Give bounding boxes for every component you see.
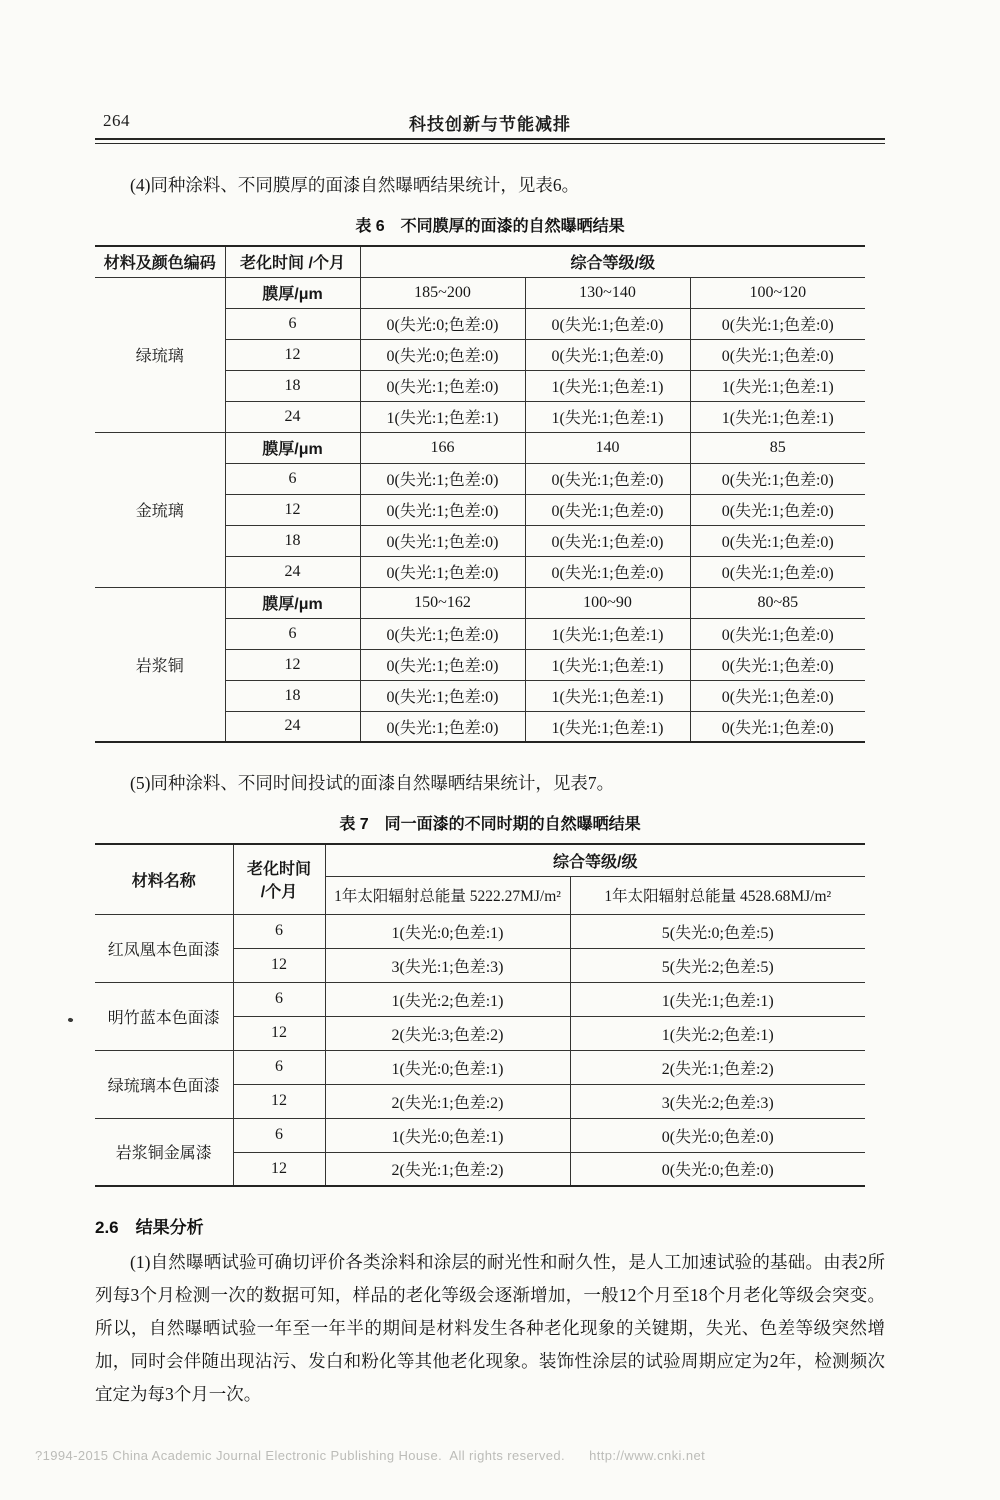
t6-cell: 0(失光:1;色差:0) [690, 494, 865, 525]
t6-cell: 0(失光:1;色差:0) [525, 525, 690, 556]
t6-month: 12 [225, 649, 360, 680]
t7-cell: 5(失光:0;色差:5) [570, 914, 865, 948]
table7-title: 表 7 同一面漆的不同时期的自然曝晒结果 [339, 816, 641, 833]
t6-thickness-row [95, 277, 865, 308]
t7-month: 12 [233, 948, 325, 982]
t7-month: 12 [233, 1016, 325, 1050]
t6-thickness-label: 膜厚/μm [225, 587, 360, 618]
cnki-footer: ?1994-2015 China Academic Journal Electronic Publishing House. All rights reserved. http://www.cnki.net [35, 1448, 706, 1463]
t7-cell: 3(失光:1;色差:3) [325, 948, 570, 982]
t6-cell: 0(失光:1;色差:0) [360, 463, 525, 494]
t6-cell: 0(失光:1;色差:0) [690, 308, 865, 339]
print-speck [67, 1017, 73, 1023]
t6-material: 金琉璃 [95, 432, 225, 587]
t6-month: 12 [225, 494, 360, 525]
t6-thickness-value: 185~200 [360, 277, 525, 308]
t6-cell: 0(失光:1;色差:0) [690, 463, 865, 494]
t6-header-row [95, 246, 865, 277]
t6-month: 18 [225, 525, 360, 556]
t6-thickness-value: 140 [525, 432, 690, 463]
t6-thickness-value: 100~120 [690, 277, 865, 308]
table7 [95, 843, 865, 1187]
header-rule [95, 138, 885, 144]
t7-cell: 2(失光:1;色差:2) [325, 1152, 570, 1186]
t6-month: 6 [225, 308, 360, 339]
t6-cell: 1(失光:1;色差:1) [360, 401, 525, 432]
t7-month: 12 [233, 1084, 325, 1118]
t6-material: 绿琉璃 [95, 277, 225, 432]
table6 [95, 245, 865, 743]
t6-cell: 1(失光:1;色差:1) [525, 649, 690, 680]
t6-month: 24 [225, 556, 360, 587]
t7-cell: 1(失光:1;色差:1) [570, 982, 865, 1016]
t6-thickness-value: 150~162 [360, 587, 525, 618]
t7-material: 岩浆铜金属漆 [95, 1118, 233, 1186]
paragraph-5: (5)同种涂料、不同时间投试的面漆自然曝晒结果统计，见表7。 [130, 773, 615, 793]
t7-subheader: 1年太阳辐射总能量 4528.68MJ/m² [570, 876, 865, 914]
t6-col2-header: 老化时间 /个月 [225, 246, 360, 277]
t6-month: 18 [225, 370, 360, 401]
t7-cell: 2(失光:1;色差:2) [325, 1084, 570, 1118]
t7-month: 6 [233, 914, 325, 948]
t7-header-row1 [95, 844, 865, 876]
t6-cell: 0(失光:1;色差:0) [525, 463, 690, 494]
t6-span-header: 综合等级/级 [360, 246, 865, 277]
t6-cell: 1(失光:1;色差:1) [525, 370, 690, 401]
t6-cell: 0(失光:1;色差:0) [360, 680, 525, 711]
t6-month: 6 [225, 463, 360, 494]
t6-cell: 0(失光:1;色差:0) [360, 556, 525, 587]
t7-col2-header-line1: 老化时间 [246, 861, 311, 879]
t6-thickness-label: 膜厚/μm [225, 277, 360, 308]
t6-cell: 0(失光:0;色差:0) [360, 339, 525, 370]
t6-month: 24 [225, 401, 360, 432]
t6-cell: 1(失光:1;色差:1) [525, 401, 690, 432]
t6-thickness-value: 85 [690, 432, 865, 463]
section-heading: 2.6 结果分析 [95, 1218, 204, 1237]
paragraph-4: (4)同种涂料、不同膜厚的面漆自然曝晒结果统计，见表6。 [130, 175, 580, 195]
t6-cell: 1(失光:1;色差:1) [525, 618, 690, 649]
t7-cell: 5(失光:2;色差:5) [570, 948, 865, 982]
t7-data-row [95, 1050, 865, 1084]
t7-col2-header-line2: /个月 [260, 884, 298, 902]
t6-cell: 0(失光:1;色差:0) [360, 711, 525, 742]
t7-cell: 2(失光:1;色差:2) [570, 1050, 865, 1084]
t6-thickness-label: 膜厚/μm [225, 432, 360, 463]
content-column [95, 0, 885, 1411]
t7-col1-header: 材料名称 [95, 844, 233, 914]
t6-cell: 0(失光:1;色差:0) [690, 711, 865, 742]
t6-col1-header: 材料及颜色编码 [95, 246, 225, 277]
t7-cell: 1(失光:0;色差:1) [325, 914, 570, 948]
t6-thickness-value: 166 [360, 432, 525, 463]
t6-cell: 0(失光:1;色差:0) [690, 680, 865, 711]
journal-title: 科技创新与节能减排 [409, 115, 571, 134]
t7-data-row [95, 982, 865, 1016]
t7-cell: 1(失光:0;色差:1) [325, 1118, 570, 1152]
t6-cell: 0(失光:1;色差:0) [360, 494, 525, 525]
t6-month: 24 [225, 711, 360, 742]
t6-thickness-row [95, 587, 865, 618]
t6-thickness-value: 130~140 [525, 277, 690, 308]
t6-cell: 1(失光:1;色差:1) [690, 370, 865, 401]
page-number: 264 [103, 111, 130, 130]
t7-cell: 0(失光:0;色差:0) [570, 1152, 865, 1186]
t7-material: 明竹蓝本色面漆 [95, 982, 233, 1050]
t6-cell: 0(失光:1;色差:0) [360, 649, 525, 680]
t6-thickness-value: 80~85 [690, 587, 865, 618]
t6-cell: 0(失光:1;色差:0) [360, 525, 525, 556]
t7-month: 12 [233, 1152, 325, 1186]
t7-col2-header [233, 844, 325, 914]
t6-cell: 1(失光:1;色差:1) [525, 680, 690, 711]
table6-title: 表 6 不同膜厚的面漆的自然曝晒结果 [355, 218, 625, 235]
t6-thickness-value: 100~90 [525, 587, 690, 618]
t7-month: 6 [233, 1050, 325, 1084]
t6-month: 12 [225, 339, 360, 370]
t7-data-row [95, 914, 865, 948]
t7-cell: 2(失光:3;色差:2) [325, 1016, 570, 1050]
t6-cell: 0(失光:1;色差:0) [690, 556, 865, 587]
t6-cell: 1(失光:1;色差:1) [690, 401, 865, 432]
t6-month: 18 [225, 680, 360, 711]
t6-cell: 0(失光:1;色差:0) [525, 339, 690, 370]
t6-cell: 0(失光:1;色差:0) [525, 556, 690, 587]
t6-cell: 0(失光:1;色差:0) [690, 649, 865, 680]
section-paragraph: (1)自然曝晒试验可确切评价各类涂料和涂层的耐光性和耐久性，是人工加速试验的基础。由表2所列每3个月检测一次的数据可知，样品的老化等级会逐渐增加，一般12个月至18个月老化等级会突变。所以，自然曝晒试验一年至一年半的期间是材料发生各种老化现象的关键期，失光、色差等级突然增加，同时会伴随出现沾污、发白和粉化等其他老化现象。装饰性涂层的试验周期应定为2年，检测频次宜定为每3个月一次。 [95, 1252, 885, 1404]
t6-cell: 0(失光:0;色差:0) [360, 308, 525, 339]
t7-material: 红凤凰本色面漆 [95, 914, 233, 982]
t7-cell: 0(失光:0;色差:0) [570, 1118, 865, 1152]
t7-material: 绿琉璃本色面漆 [95, 1050, 233, 1118]
t6-cell: 0(失光:1;色差:0) [360, 618, 525, 649]
t6-month: 6 [225, 618, 360, 649]
t7-subheader: 1年太阳辐射总能量 5222.27MJ/m² [325, 876, 570, 914]
t6-cell: 1(失光:1;色差:1) [525, 711, 690, 742]
t7-month: 6 [233, 1118, 325, 1152]
t6-cell: 0(失光:1;色差:0) [525, 308, 690, 339]
t6-cell: 0(失光:1;色差:0) [690, 618, 865, 649]
t6-cell: 0(失光:1;色差:0) [690, 525, 865, 556]
t7-cell: 3(失光:2;色差:3) [570, 1084, 865, 1118]
t7-span-header: 综合等级/级 [325, 844, 865, 876]
t6-cell: 0(失光:1;色差:0) [525, 494, 690, 525]
t7-cell: 1(失光:2;色差:1) [325, 982, 570, 1016]
t6-thickness-row [95, 432, 865, 463]
t6-material: 岩浆铜 [95, 587, 225, 742]
t7-data-row [95, 1118, 865, 1152]
t6-cell: 0(失光:1;色差:0) [690, 339, 865, 370]
t7-month: 6 [233, 982, 325, 1016]
t6-cell: 0(失光:1;色差:0) [360, 370, 525, 401]
t7-cell: 1(失光:2;色差:1) [570, 1016, 865, 1050]
t7-cell: 1(失光:0;色差:1) [325, 1050, 570, 1084]
running-head [95, 110, 885, 134]
